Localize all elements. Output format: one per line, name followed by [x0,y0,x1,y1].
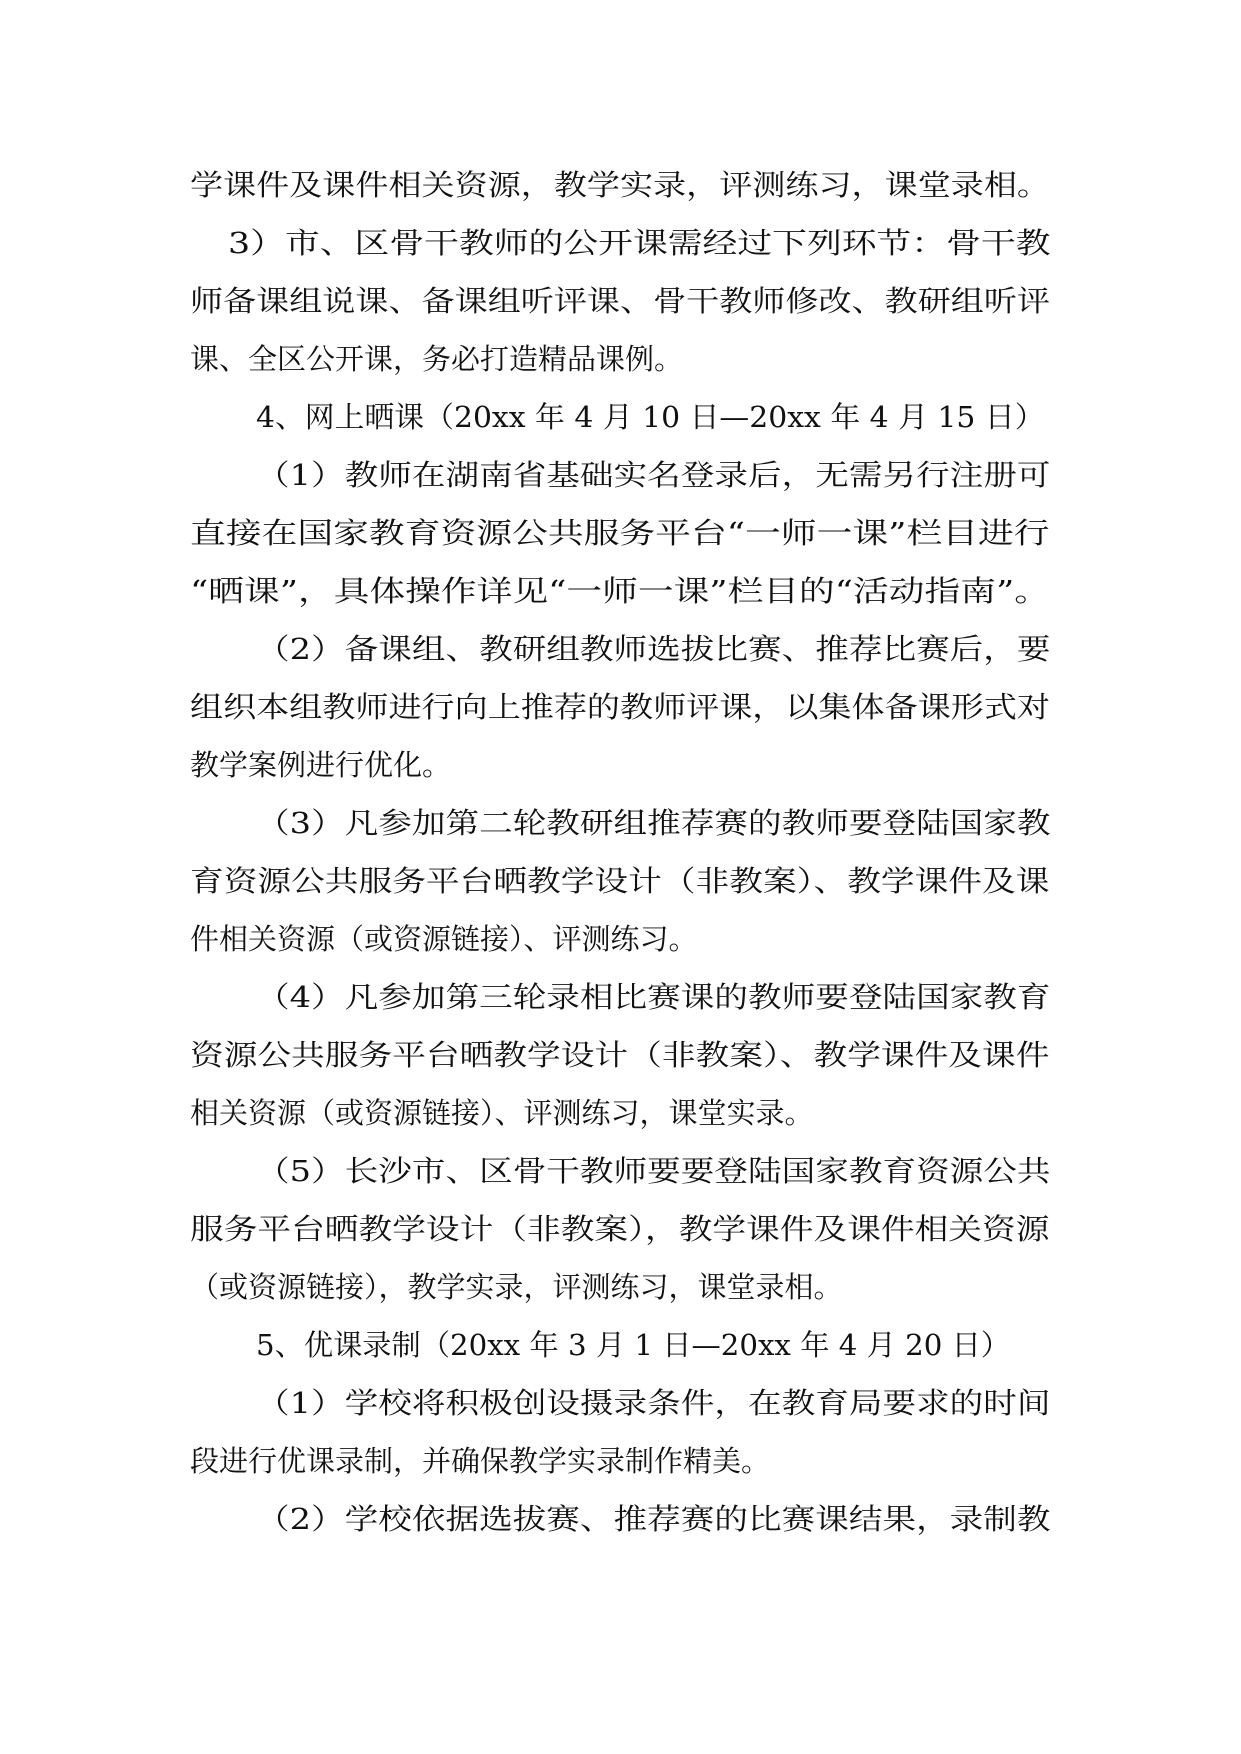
body-line: 资源公共服务平台晒教学设计（非教案）、教学课件及课件 [190,1038,1050,1072]
section-heading: 5、优课录制（20xx 年 3 月 1 日—20xx 年 4 月 20 日） [256,1328,1011,1362]
body-line: 课、全区公开课，务必打造精品课例。 [190,342,684,376]
body-line: 3）市、区骨干教师的公开课需经过下列环节：骨干教 [228,226,1051,260]
body-line: 师备课组说课、备课组听评课、骨干教师修改、教研组听评 [190,284,1051,318]
body-line: 育资源公共服务平台晒教学设计（非教案）、教学课件及课 [190,864,1050,898]
body-line: （2）学校依据选拔赛、推荐赛的比赛课结果，录制教 [256,1502,1051,1536]
body-line: （4）凡参加第三轮录相比赛课的教师要登陆国家教育 [256,980,1051,1014]
body-line: 相关资源（或资源链接）、评测练习，课堂实录。 [190,1096,814,1130]
body-line: （或资源链接），教学实录，评测练习，课堂录相。 [190,1270,843,1304]
body-line: （1）学校将积极创设摄录条件，在教育局要求的时间 [256,1386,1051,1420]
section-heading: 4、网上晒课（20xx 年 4 月 10 日—20xx 年 4 月 15 日） [256,400,1045,434]
body-line: （1）教师在湖南省基础实名登录后，无需另行注册可 [256,458,1051,492]
body-line: 直接在国家教育资源公共服务平台“一师一课”栏目进行 [190,516,1050,550]
body-line: 件相关资源（或资源链接）、评测练习。 [190,922,698,956]
body-line: （2）备课组、教研组教师选拔比赛、推荐比赛后，要 [256,632,1051,666]
body-line: 组织本组教师进行向上推荐的教师评课，以集体备课形式对 [190,690,1051,724]
body-line: 教学案例进行优化。 [190,748,452,782]
body-line: “晒课”，具体操作详见“一师一课”栏目的“活动指南”。 [190,574,1050,608]
body-line: 学课件及课件相关资源，教学实录，评测练习，课堂录相。 [190,168,1051,202]
body-line: 服务平台晒教学设计（非教案），教学课件及课件相关资源 [190,1212,1050,1246]
body-line: （3）凡参加第二轮教研组推荐赛的教师要登陆国家教 [256,806,1051,840]
body-line: 段进行优课录制，并确保教学实录制作精美。 [190,1444,771,1478]
body-line: （5）长沙市、区骨干教师要要登陆国家教育资源公共 [256,1154,1051,1188]
